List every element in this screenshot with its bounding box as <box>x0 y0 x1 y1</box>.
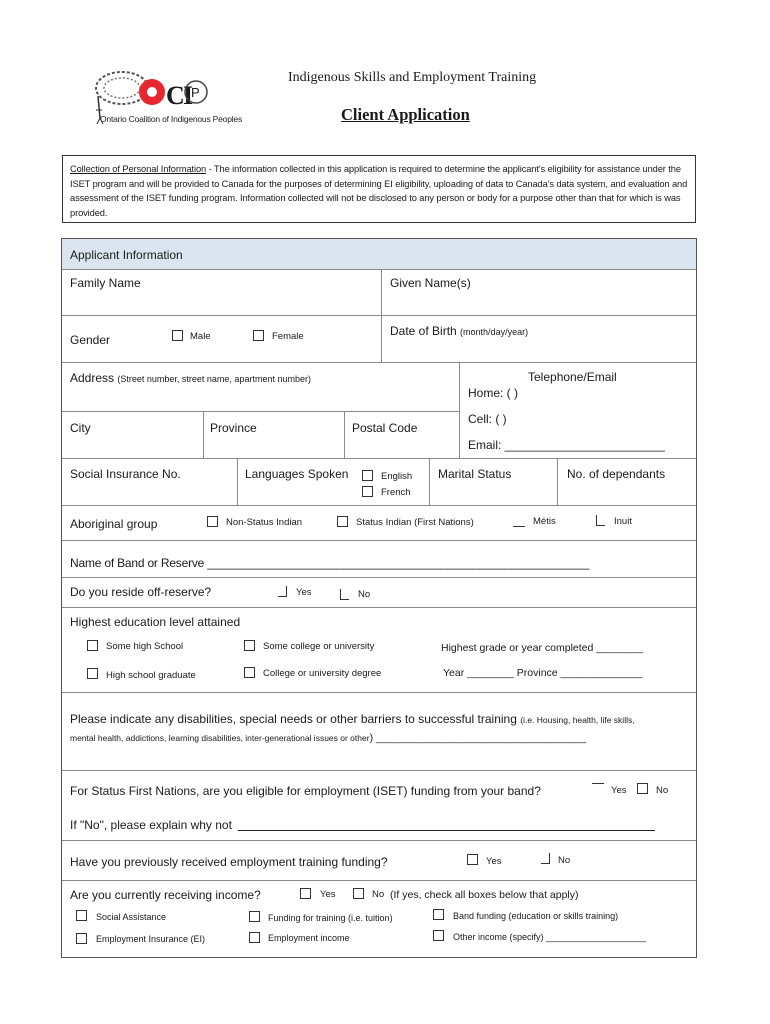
dependants-field[interactable] <box>559 483 695 503</box>
employment-income-checkbox[interactable] <box>249 932 260 943</box>
prev-funding-no-label: No <box>558 855 571 866</box>
year-province-field[interactable]: Year ________ Province ______________ <box>443 667 643 679</box>
program-title: Indigenous Skills and Employment Training <box>288 70 537 85</box>
female-label: Female <box>272 331 304 342</box>
english-checkbox[interactable] <box>362 470 373 481</box>
logo-caption: Ontario Coalition of Indigenous Peoples <box>100 114 242 124</box>
home-phone-field[interactable]: Home: ( ) <box>468 386 519 400</box>
non-status-label: Non-Status Indian <box>226 517 303 528</box>
dependants-label: No. of dependants <box>567 467 666 481</box>
telephone-email-label: Telephone/Email <box>528 370 617 384</box>
postal-code-field[interactable] <box>346 436 457 456</box>
highest-grade-field[interactable]: Highest grade or year completed ________ <box>441 642 643 654</box>
hs-graduate-label: High school graduate <box>106 670 196 681</box>
female-checkbox[interactable] <box>253 330 264 341</box>
some-high-school-label: Some high School <box>106 641 184 652</box>
college-degree-label: College or university degree <box>263 668 382 679</box>
non-status-checkbox[interactable] <box>207 516 218 527</box>
sin-label: Social Insurance No. <box>70 467 181 481</box>
marital-status-field[interactable] <box>431 483 555 503</box>
college-degree-checkbox[interactable] <box>244 667 255 678</box>
prev-funding-no-checkbox[interactable] <box>541 853 550 864</box>
given-names-field[interactable] <box>383 292 695 314</box>
postal-code-label: Postal Code <box>352 421 418 435</box>
address-label: Address (Street number, street name, apartment number) <box>70 371 311 385</box>
form-title: Client Application <box>341 105 470 124</box>
city-field[interactable] <box>63 436 201 456</box>
svg-text:P: P <box>191 85 200 100</box>
iset-eligibility-label: For Status First Nations, are you eligible for employment (ISET) funding from your band? <box>70 784 541 798</box>
status-indian-label: Status Indian (First Nations) <box>356 517 474 528</box>
metis-checkbox[interactable] <box>513 526 525 527</box>
ei-label: Employment Insurance (EI) <box>96 934 206 944</box>
marital-status-label: Marital Status <box>438 467 512 481</box>
metis-label: Métis <box>533 516 556 527</box>
status-indian-checkbox[interactable] <box>337 516 348 527</box>
iset-yes-checkbox[interactable] <box>592 783 604 784</box>
iset-no-checkbox[interactable] <box>637 783 648 794</box>
ei-checkbox[interactable] <box>76 933 87 944</box>
languages-label: Languages Spoken <box>245 467 349 481</box>
hs-graduate-checkbox[interactable] <box>87 668 98 679</box>
svg-text:I: I <box>183 81 194 110</box>
privacy-notice <box>62 155 696 223</box>
dob-label: Date of Birth (month/day/year) <box>390 324 529 338</box>
family-name-label: Family Name <box>70 276 141 290</box>
province-field[interactable] <box>205 436 342 456</box>
off-reserve-yes-label: Yes <box>296 587 312 598</box>
band-funding-checkbox[interactable] <box>433 909 444 920</box>
off-reserve-no-label: No <box>358 589 371 600</box>
off-reserve-yes-checkbox[interactable] <box>278 586 287 597</box>
social-assistance-checkbox[interactable] <box>76 910 87 921</box>
education-label: Highest education level attained <box>70 615 241 629</box>
gender-label: Gender <box>70 333 111 347</box>
social-assistance-label: Social Assistance <box>96 912 167 922</box>
off-reserve-no-checkbox[interactable] <box>340 589 349 600</box>
inuit-checkbox[interactable] <box>596 515 605 526</box>
some-college-checkbox[interactable] <box>244 640 255 651</box>
some-high-school-checkbox[interactable] <box>87 640 98 651</box>
male-checkbox[interactable] <box>172 330 183 341</box>
disabilities-field[interactable]: mental health, addictions, learning disabilities, inter-generational issues or other) ____________________________________ <box>70 732 587 744</box>
if-no-label: If "No", please explain why not <box>70 818 232 832</box>
funding-training-label: Funding for training (i.e. tuition) <box>268 913 393 923</box>
off-reserve-label: Do you reside off-reserve? <box>70 585 212 599</box>
income-no-checkbox[interactable] <box>353 888 364 899</box>
french-checkbox[interactable] <box>362 486 373 497</box>
family-name-field[interactable] <box>63 292 379 314</box>
dob-field[interactable] <box>383 340 695 360</box>
prev-funding-yes-checkbox[interactable] <box>467 854 478 865</box>
french-label: French <box>381 487 411 498</box>
male-label: Male <box>190 331 211 342</box>
employment-income-label: Employment income <box>268 933 350 943</box>
funding-training-checkbox[interactable] <box>249 911 260 922</box>
cell-phone-field[interactable]: Cell: ( ) <box>468 412 507 426</box>
english-label: English <box>381 471 413 482</box>
income-no-label: No <box>372 889 385 900</box>
income-label: Are you currently receiving income? <box>70 888 261 902</box>
svg-text:C: C <box>166 81 185 110</box>
other-income-checkbox[interactable] <box>433 930 444 941</box>
aboriginal-group-label: Aboriginal group <box>70 517 158 531</box>
iset-yes-label: Yes <box>611 785 627 796</box>
email-field[interactable]: Email: ________________________ <box>468 438 665 452</box>
some-college-label: Some college or university <box>263 641 375 652</box>
province-label: Province <box>210 421 257 435</box>
previous-funding-label: Have you previously received employment training funding? <box>70 855 388 869</box>
sin-field[interactable] <box>63 483 235 503</box>
iset-no-label: No <box>656 785 669 796</box>
income-yes-checkbox[interactable] <box>300 888 311 899</box>
disabilities-label: Please indicate any disabilities, special needs or other barriers to successful training (i.e. Housing, health, life skills, <box>70 712 635 726</box>
income-hint: (If yes, check all boxes below that apply) <box>390 889 579 901</box>
band-funding-label: Band funding (education or skills training) <box>453 911 619 921</box>
income-yes-label: Yes <box>320 889 336 900</box>
other-income-field[interactable]: Other income (specify) ____________________ <box>453 932 647 942</box>
address-field[interactable] <box>63 388 457 410</box>
band-reserve-field[interactable]: Name of Band or Reserve ___________________________________________________________ <box>70 556 590 570</box>
privacy-notice-body: - The information collected in this application is required to determine the applicant's eligibility for assistance under the ISET program and will be provided to Canada for the purposes of determining EI eligibility, uploading of data to Canada's data system, and evaluation and assessment of the ISET funding program. Information collected will not be disclosed to any person or body for a purpose other than that for which is was provided. <box>70 164 688 218</box>
if-no-explanation-field[interactable] <box>238 830 655 831</box>
inuit-label: Inuit <box>614 516 632 527</box>
given-names-label: Given Name(s) <box>390 276 471 290</box>
privacy-notice-heading: Collection of Personal Information <box>70 164 207 174</box>
city-label: City <box>70 421 91 435</box>
section-title: Applicant Information <box>70 248 183 262</box>
prev-funding-yes-label: Yes <box>486 856 502 867</box>
